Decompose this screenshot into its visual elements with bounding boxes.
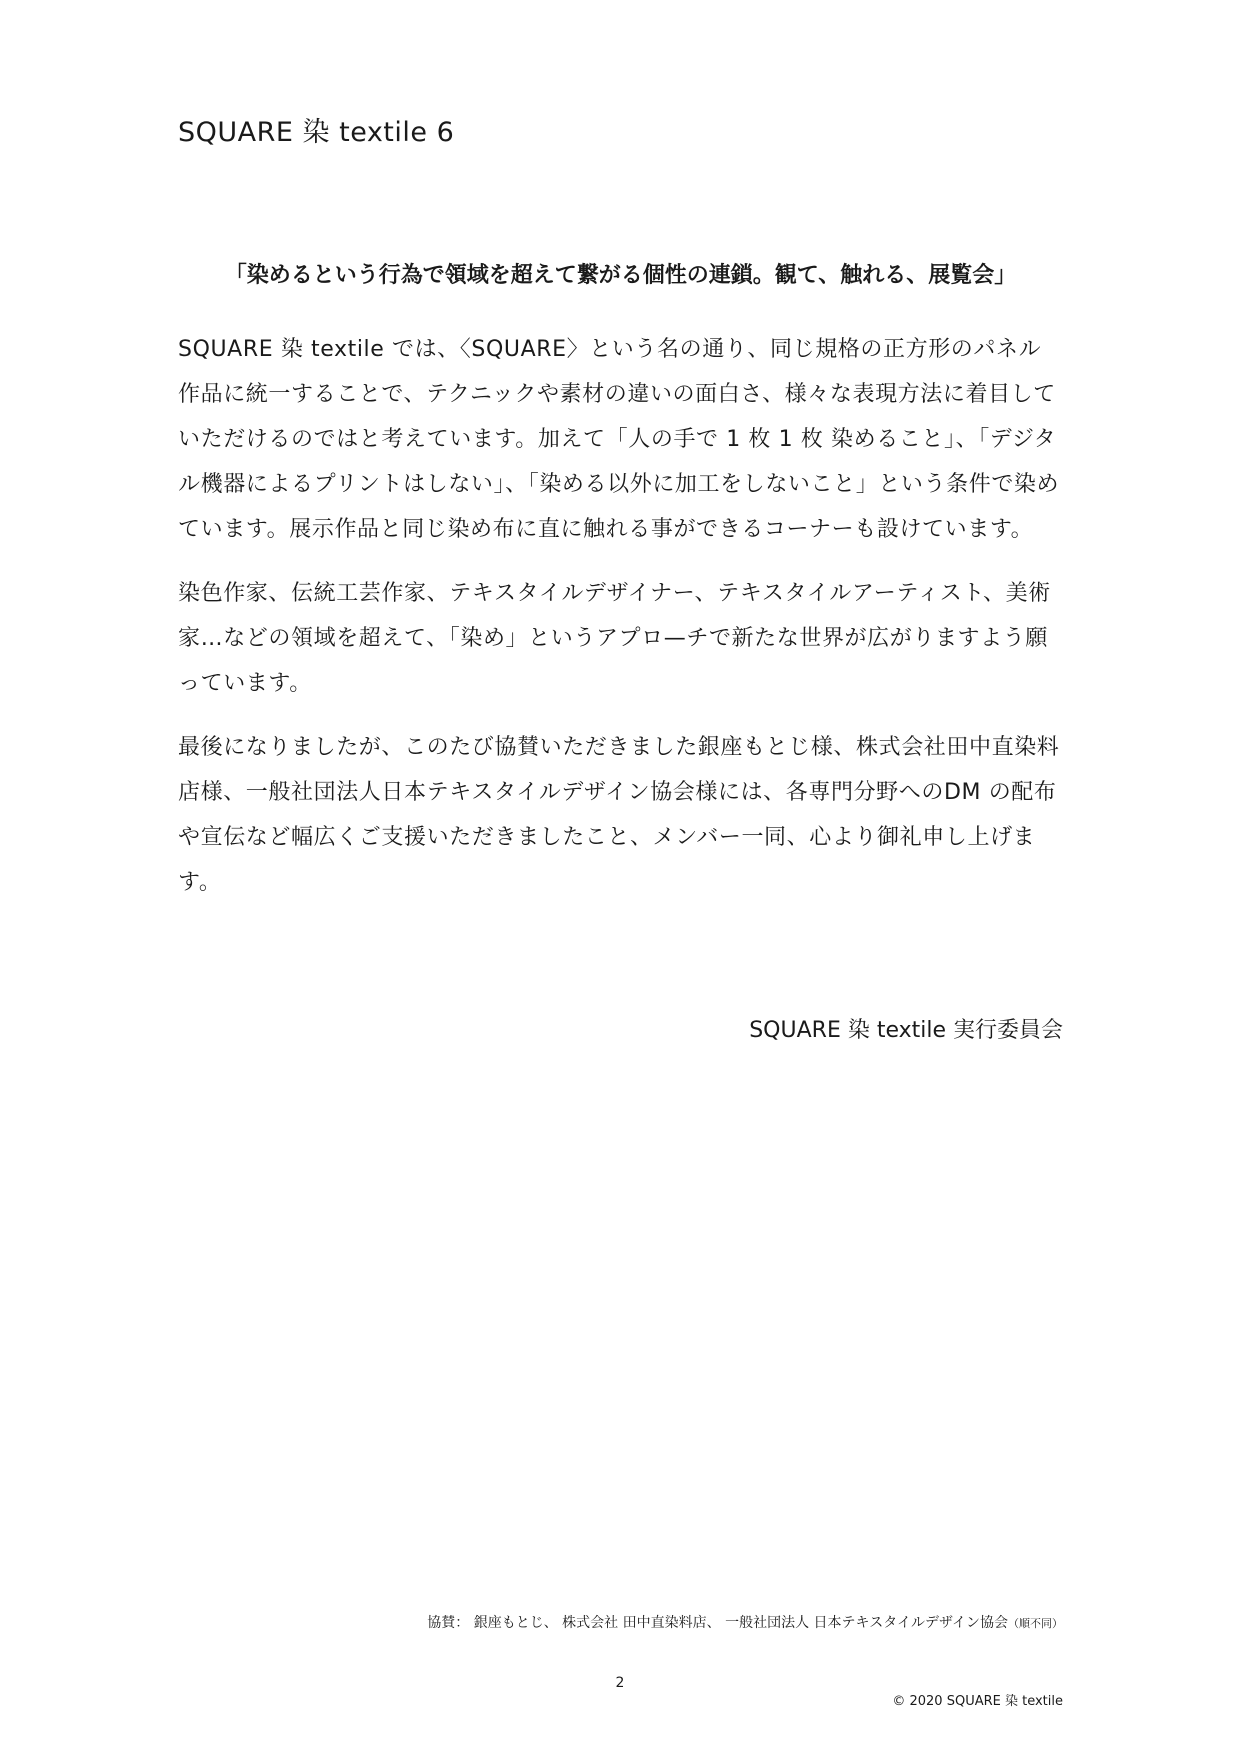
sponsors-order-note: （順不同） xyxy=(1008,1617,1063,1630)
page-title: SQUARE 染 textile 6 xyxy=(178,117,455,148)
body-text xyxy=(178,327,1063,924)
page-number: 2 xyxy=(615,1675,625,1691)
sponsors-line xyxy=(427,1612,1063,1632)
paragraph-concept: SQUARE 染 textile では、〈SQUARE〉という名の通り、同じ規格の正方形のパネル作品に統一することで、テクニックや素材の違いの面白さ、様々な表現方法に着目していただけるのではと考えています。加えて「人の手で 1 枚 1 枚 染めること」、「デジタル機器によるプリントはしない」、「染める以外に加工をしないこと」という条件で染めています。展示作品と同じ染め布に直に触れる事ができるコーナーも設けています。 xyxy=(178,337,1060,542)
catchphrase-heading: 「染めるという行為で領域を超えて繋がる個性の連鎖。観て、触れる、展覧会」 xyxy=(224,263,1017,288)
signature: SQUARE 染 textile 実行委員会 xyxy=(749,1018,1063,1043)
sponsors-list: 協賛： 銀座もとじ、 株式会社 田中直染料店、 一般社団法人 日本テキスタイルデザイン協会 xyxy=(427,1615,1008,1631)
paragraph-acknowledgements: 最後になりましたが、このたび協賛いただきました銀座もとじ様、株式会社田中直染料店様、一般社団法人日本テキスタイルデザイン協会様には、各専門分野へのDM の配布や宣伝など幅広くご支援いただきましたこと、メンバー一同、心より御礼申し上げます。 xyxy=(178,735,1060,895)
paragraph-vision: 染色作家、伝統工芸作家、テキスタイルデザイナー、テキスタイルアーティスト、美術家…などの領域を超えて、「染め」というアプロ—チで新たな世界が広がりますよう願っています。 xyxy=(178,581,1051,696)
copyright-notice: © 2020 SQUARE 染 textile xyxy=(892,1694,1063,1709)
